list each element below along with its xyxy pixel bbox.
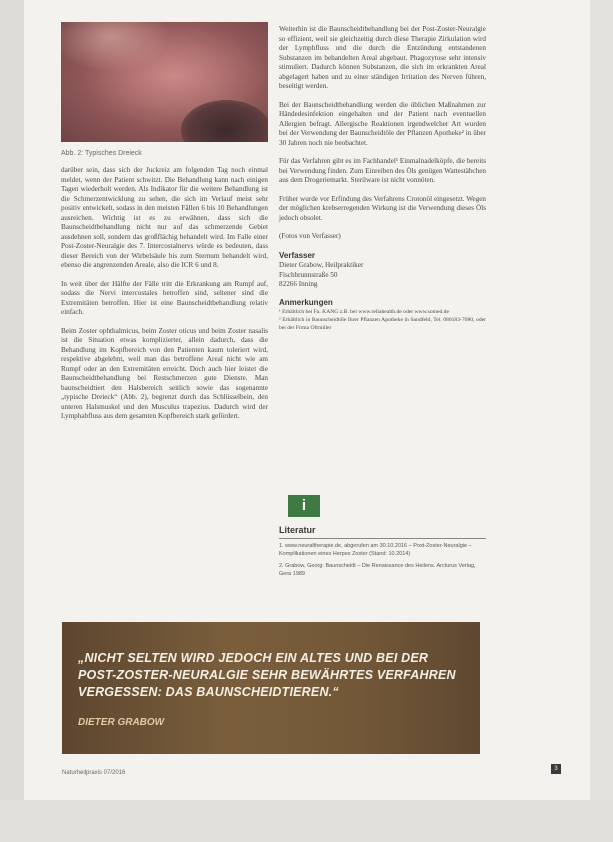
page-number: 3 — [551, 764, 561, 774]
right-column — [279, 25, 486, 332]
notes-heading: Anmerkungen — [279, 297, 333, 307]
right-paragraph: Früher wurde vor Erfindung des Verfahrens Crotonöl eingesetzt. Wegen der möglichen krebserregenden Wirkung ist die Verwendung dieses Öls jedoch obsolet. — [279, 194, 486, 222]
author-line: 82266 Inning — [279, 280, 318, 288]
left-column — [61, 166, 268, 431]
author-line: Dieter Grabow, Heilpraktiker — [279, 261, 364, 269]
left-paragraph: Beim Zoster ophthalmicus, beim Zoster oticus und beim Zoster nasalis ist die Situation etwas komplizierter, allein dadurch, dass die Behandlung im Kopfbereich von den Patienten kaum toleriert wird, respektive abgelehnt, weil man das betroffene Areal nicht wie am Rumpf oder an den Extremitäten erreicht. Doch auch hier leistet die Baunscheidtbehandlung bei Restschmerzen gute Dienste. Man baunscheidtiert den Halsbereich seitlich sowie das sogenannte „typische Dreieck“ (Abb. 2), begrenzt durch das Schlüsselbein, den unteren Halsmuskel und den Musculus trapezius. Dadurch wird der Lymphabfluss aus dem gesamten Kopfbereich stark gefördert. — [61, 326, 268, 420]
author-heading: Verfasser — [279, 250, 316, 260]
right-paragraph: Weiterhin ist die Baunscheidtbehandlung bei der Post-Zoster-Neuralgie so effizient, weil sie gleichzeitig durch diese Therapie Zirkulation wird der Lymphfluss und die durch die Entzündung entstandenen Substanzen im behandelten Areal abgebaut. Phagozytose sehr intensiv stimuliert. Dadurch können Substanzen, die sich im erkrankten Areal abgelagert haben und zu einer ständigen Irritation des Nerven führen, beseitigt werden. — [279, 25, 486, 90]
quote-author: DIETER GRABOW — [78, 717, 165, 728]
photo-credit: (Fotos von Verfasser) — [279, 232, 341, 240]
scan-edge-right — [590, 0, 613, 842]
literature-title: Literatur — [279, 525, 316, 535]
photo-shadow — [181, 100, 268, 142]
note-item: ¹ Erhältlich bei Fa. KANG z.B. bei www.reliahealth.de oder www.somed.de — [279, 309, 449, 315]
pull-quote: „NICHT SELTEN WIRD JEDOCH EIN ALTES UND BEI DER POST-ZOSTER-NEURALGIE SEHR BEWÄHRTES VERFAHREN VERGESSEN: DAS BAUNSCHEIDTIEREN.“ — [78, 651, 456, 699]
literature-divider — [279, 538, 486, 539]
figure-caption: Abb. 2: Typisches Dreieck — [61, 150, 142, 157]
right-paragraph: Für das Verfahren gibt es im Fachhandel¹ Einmalnadelköpfe, die bereits bei Verwendung finden. Zum Einreiben des Öls genügen Wattestäbchen aus dem Drogeriemarkt. Sterilware ist nicht vonnöten. — [279, 157, 486, 184]
photo-highlight — [61, 22, 171, 72]
right-paragraph: Bei der Baunscheidtbehandlung werden die üblichen Maßnahmen zur Händedesinfektion eingehalten und der Patient nach eventuellen Allergien befragt. Allergische Reaktionen irgendwelcher Art wurden bei der Verwendung der Baunscheidtöle der Pflanzen Apotheke² in über 30 Jahren noch nie beobachtet. — [279, 100, 486, 147]
scan-bottom — [0, 800, 613, 842]
scan-edge-left — [0, 0, 24, 842]
author-line: Fischbrunnstraße 50 — [279, 270, 338, 279]
journal-footer: Naturheilpraxis 07/2016 — [62, 770, 126, 776]
literature-list — [279, 543, 486, 583]
literature-item: 1. www.neuraltherapie.de, abgerufen am 30.10.2016 – Post-Zoster-Neuralgie – Komplikationen eines Herpes Zoster (Stand: 10.2014) — [279, 543, 472, 557]
left-paragraph: darüber sein, dass sich der Juckreiz am folgenden Tag noch einmal meldet, wenn der Patient schwitzt. Die Behandlung kann nach einigen Tagen wiederholt werden. Als Indikator für die weitere Behandlung ist die Schmerzentwicklung zu sehen, die sich im Verlauf meist sehr positiv entwickelt, sodass in den meisten Fällen 6 bis 10 Behandlungen ausreichen. Wichtig ist es zu erwähnen, dass sich die Baunscheidtbehandlung nicht nur auf das schmerzende Gebiet ausdehnen soll, sondern das großflächig behandelt wird. Im Falle einer Post-Zoster-Neuralgie des 7. Intercostalnervs würde es bedeuten, dass dieser Bereich von der Wirbelsäule bis zum Sternum behandelt wird, ebenso die angrenzenden Areale, also die ICR 6 und 8. — [61, 166, 268, 269]
info-icon: i — [288, 495, 320, 517]
literature-item: 2. Grabow, Georg: Baunscheidt – Die Renaissance des Heilens. Arcturus Verlag, Gera 1989 — [279, 563, 476, 577]
quote-banner — [62, 622, 480, 754]
left-paragraph: In weit über der Hälfte der Fälle tritt die Erkrankung am Rumpf auf, sodass die Nervi intercostales betroffen sind, seltener sind die Extremitäten betroffen. Hier ist eine Baunscheidtbehandlung relativ einfach. — [61, 279, 268, 316]
figure-photo — [61, 22, 268, 142]
note-item: ² Erhältlich in Baunscheidtöle Ihrer Pflanzen Apotheke in Sandfeld, Tel. 080183-7080, oder bei der Firma Oftmiller — [279, 317, 486, 331]
